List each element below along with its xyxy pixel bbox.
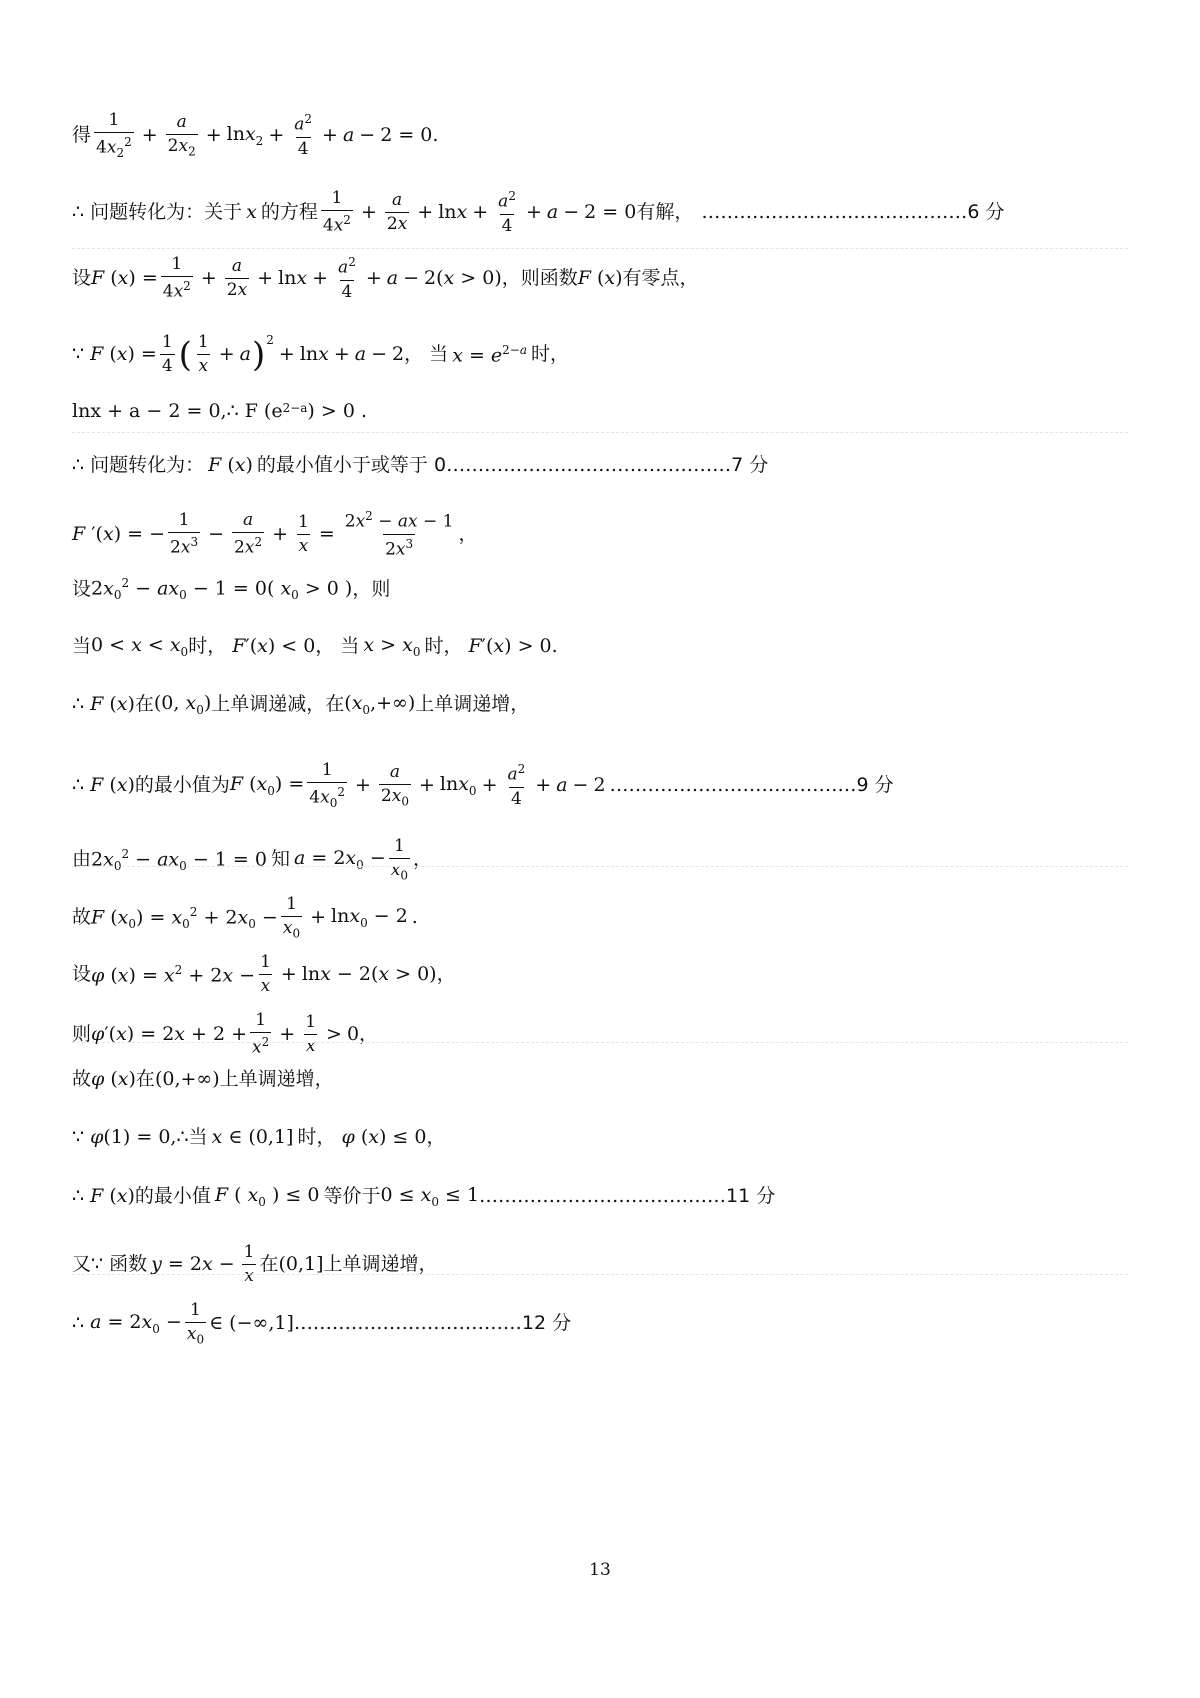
text-end: ， [426,1126,446,1148]
text-mid1: 时， [188,635,227,658]
text-mid: 在 [135,1068,155,1090]
separator [72,432,1128,433]
text-mid: 在 [259,1253,279,1275]
text-prefix: 设 [72,963,92,985]
text-prefix: 则 [72,1022,92,1045]
because-symbol: ∵ [72,1126,85,1148]
text-prefix: ∴ 问题转化为：关于 [72,200,243,223]
equation-line-20: ∴ $a = 2x_0$ − $\frac{1}{x_0}$ ∈ (−∞,1] ……………………………… 12 分 [72,1300,572,1347]
text-prefix: ∴ 问题转化为： [72,454,205,476]
score-label: 9 分 [856,774,894,797]
fraction: $\frac{a}{2x_2}$ [167,111,196,159]
text-prefix: 设 [72,266,92,289]
text-mid2: 等价于 [323,1185,381,1208]
therefore-symbol: ∴ [72,693,85,716]
text-suffix: 上单调递增， [415,693,530,716]
equation-line-19: 又∵ 函数 y = 2x − $\frac{1}{x}$ 在 (0,1] 上单调递增， [72,1242,438,1286]
text-end: ， [412,848,432,871]
text-suffix: 上单调递增， [219,1068,334,1090]
dot-leader: ……………………………………… [446,454,732,476]
text-suffix: ，则 [352,577,391,600]
dot-leader: ……………………………… [293,1312,522,1335]
text-prefix: 设 [72,577,92,600]
fraction: $\frac{1}{4x_2^2}$ [96,110,132,161]
score-label: 12 分 [521,1312,572,1335]
text-suffix: 上单调递增， [323,1253,438,1275]
equation-line-14: 设 φ $(x) = x^2 + 2x$ − $\frac{1}{x}$ + lnx − 2(x > 0) ， [72,952,456,996]
text-prefix: 由 [72,848,92,871]
equation-line-3: 设 F (x) = $\frac{1}{4x^2}$ + $\frac{a}{2x}$ + lnx + $\frac{a^2}{4}$ + a − 2(x > 0) ，则函数 F (x) 有零点， [72,254,699,302]
text-prefix: 当 [72,635,92,658]
text-prefix: 得 [72,124,92,147]
equation-line-9: 当 $0 < x < x_0$ 时， F′(x) < 0 ， 当 $x > x_0$ 时， F′(x) > 0 . [72,634,558,659]
text-prefix: 故 [72,906,92,929]
separator [72,1274,1128,1275]
text-mid2: 上单调递减，在 [211,693,345,716]
text-mid: 的最小值为 [134,774,230,797]
separator [72,1042,1128,1043]
text-suffix: 有解， [636,200,694,223]
therefore-symbol: ∴ [72,1185,85,1208]
therefore-symbol: ∴ [72,774,85,797]
therefore-symbol: ∴ [72,1312,85,1335]
text-mid: 知 [270,848,290,871]
equation-line-12: 由 $2x_0^2 - ax_0 - 1 = 0$ 知 $a = 2x_0$ − $\frac{1}{x_0}$ ， [72,836,432,883]
dot-leader: …………………………………… [701,200,968,223]
text-suffix: 有零点， [622,266,699,289]
equation-line-8: 设 $2x_0^2 - ax_0 - 1 = 0$( $x_0 > 0$ ) ，则 [72,576,391,603]
text-end: ， [436,963,456,985]
page-number: 13 [589,1560,611,1580]
text-mid: 时， [297,1126,336,1148]
equation-line-2: ∴ 问题转化为：关于 x 的方程 $\frac{1}{4x^2}$ + $\frac{a}{2x}$ + lnx + $\frac{a^2}{4}$ + a − 2 = 0 有解， …………………………………… 6 分 [72,188,1005,236]
equation-line-5: lnx + a − 2 = 0,∴ F (e 2−a ) > 0 . [72,400,368,422]
score-label: 6 分 [967,200,1005,223]
text-tail: ) > 0 . [307,400,368,422]
score-label: 7 分 [731,454,769,476]
equation-line-1: 得 $\frac{1}{4x_2^2}$ + $\frac{a}{2x_2}$ + lnx$_2$ + $\frac{a^2}{4}$ + a − 2 = 0 . [72,110,439,161]
text-end: . [411,906,418,929]
text-mid2: ， 当 [315,635,360,658]
text-mid3: 时， [424,635,463,658]
equation-line-4: ∵ F (x) = $\frac{1}{4}$ ( $\frac{1}{x}$ + a ) $^2$ + lnx + a − 2 ， 当 $x = e^{2-a}$ 时， [72,332,570,376]
text-end: . [432,124,439,147]
fraction: $\frac{a^2}{4}$ [294,112,313,159]
equation-line-11: ∴ F (x) 的最小值为 F $(x_0)$ = $\frac{1}{4x_0^2}$ + $\frac{a}{2x_0}$ + lnx$_0$ + $\frac{a^2}{4}$ + a − 2 ………………………………… 9 分 [72,760,894,811]
equation-line-7: F ′(x) = − $\frac{1}{2x^3}$ − $\frac{a}{2x^2}$ + $\frac{1}{x}$ = $\frac{2x^2 - ax - 1}{2x^3}$ ， [72,509,478,560]
text-mid: 的最小值小于或等于 0 [256,454,447,476]
dot-leader: ………………………………… [479,1185,727,1208]
text-end: . [551,635,558,658]
separator [72,866,1128,867]
equation-line-13: 故 F $(x_0) = x_0^2 + 2x_0$ − $\frac{1}{x_0}$ + lnx$_0$ − 2 . [72,894,418,941]
text-mid: 在 [134,693,154,716]
equation-line-15: 则 φ′(x) = 2x + 2 + $\frac{1}{x^2}$ + $\frac{1}{x}$ > 0 ， [72,1010,379,1058]
separator [72,248,1128,249]
text-mid: ， 当 [404,343,449,365]
equation-line-6: ∴ 问题转化为： F (x) 的最小值小于或等于 0 ……………………………………… 7 分 [72,454,769,476]
equation-line-10: ∴ F (x) 在 (0, $x_0$) 上单调递减，在 $(x_0,+\infty)$ 上单调递增， [72,692,530,717]
text-main: lnx + a − 2 = 0,∴ F (e [72,400,283,422]
text-prefix: 又∵ 函数 [72,1253,148,1275]
text-mid: 的方程 [260,200,318,223]
because-symbol: ∵ [72,343,85,365]
text-suffix: 时， [531,343,570,365]
text-mid: ，则函数 [501,266,578,289]
text-prefix: 故 [72,1068,92,1090]
equation-line-18: ∴ F (x) 的最小值 F ( $x_0$ ) ≤ 0 等价于 $0 \le x_0 \le 1$ ………………………………… 11 分 [72,1184,776,1209]
text-mid: 的最小值 [134,1185,211,1208]
dot-leader: ………………………………… [609,774,857,797]
equation-line-17: ∵ φ(1) = 0,∴ 当 x ∈ (0,1] 时， φ (x) ≤ 0 ， [72,1126,446,1148]
equation-line-16: 故 φ (x) 在 (0,+∞) 上单调递增， [72,1068,334,1090]
text-end: ， [359,1022,379,1045]
score-label: 11 分 [726,1185,776,1208]
